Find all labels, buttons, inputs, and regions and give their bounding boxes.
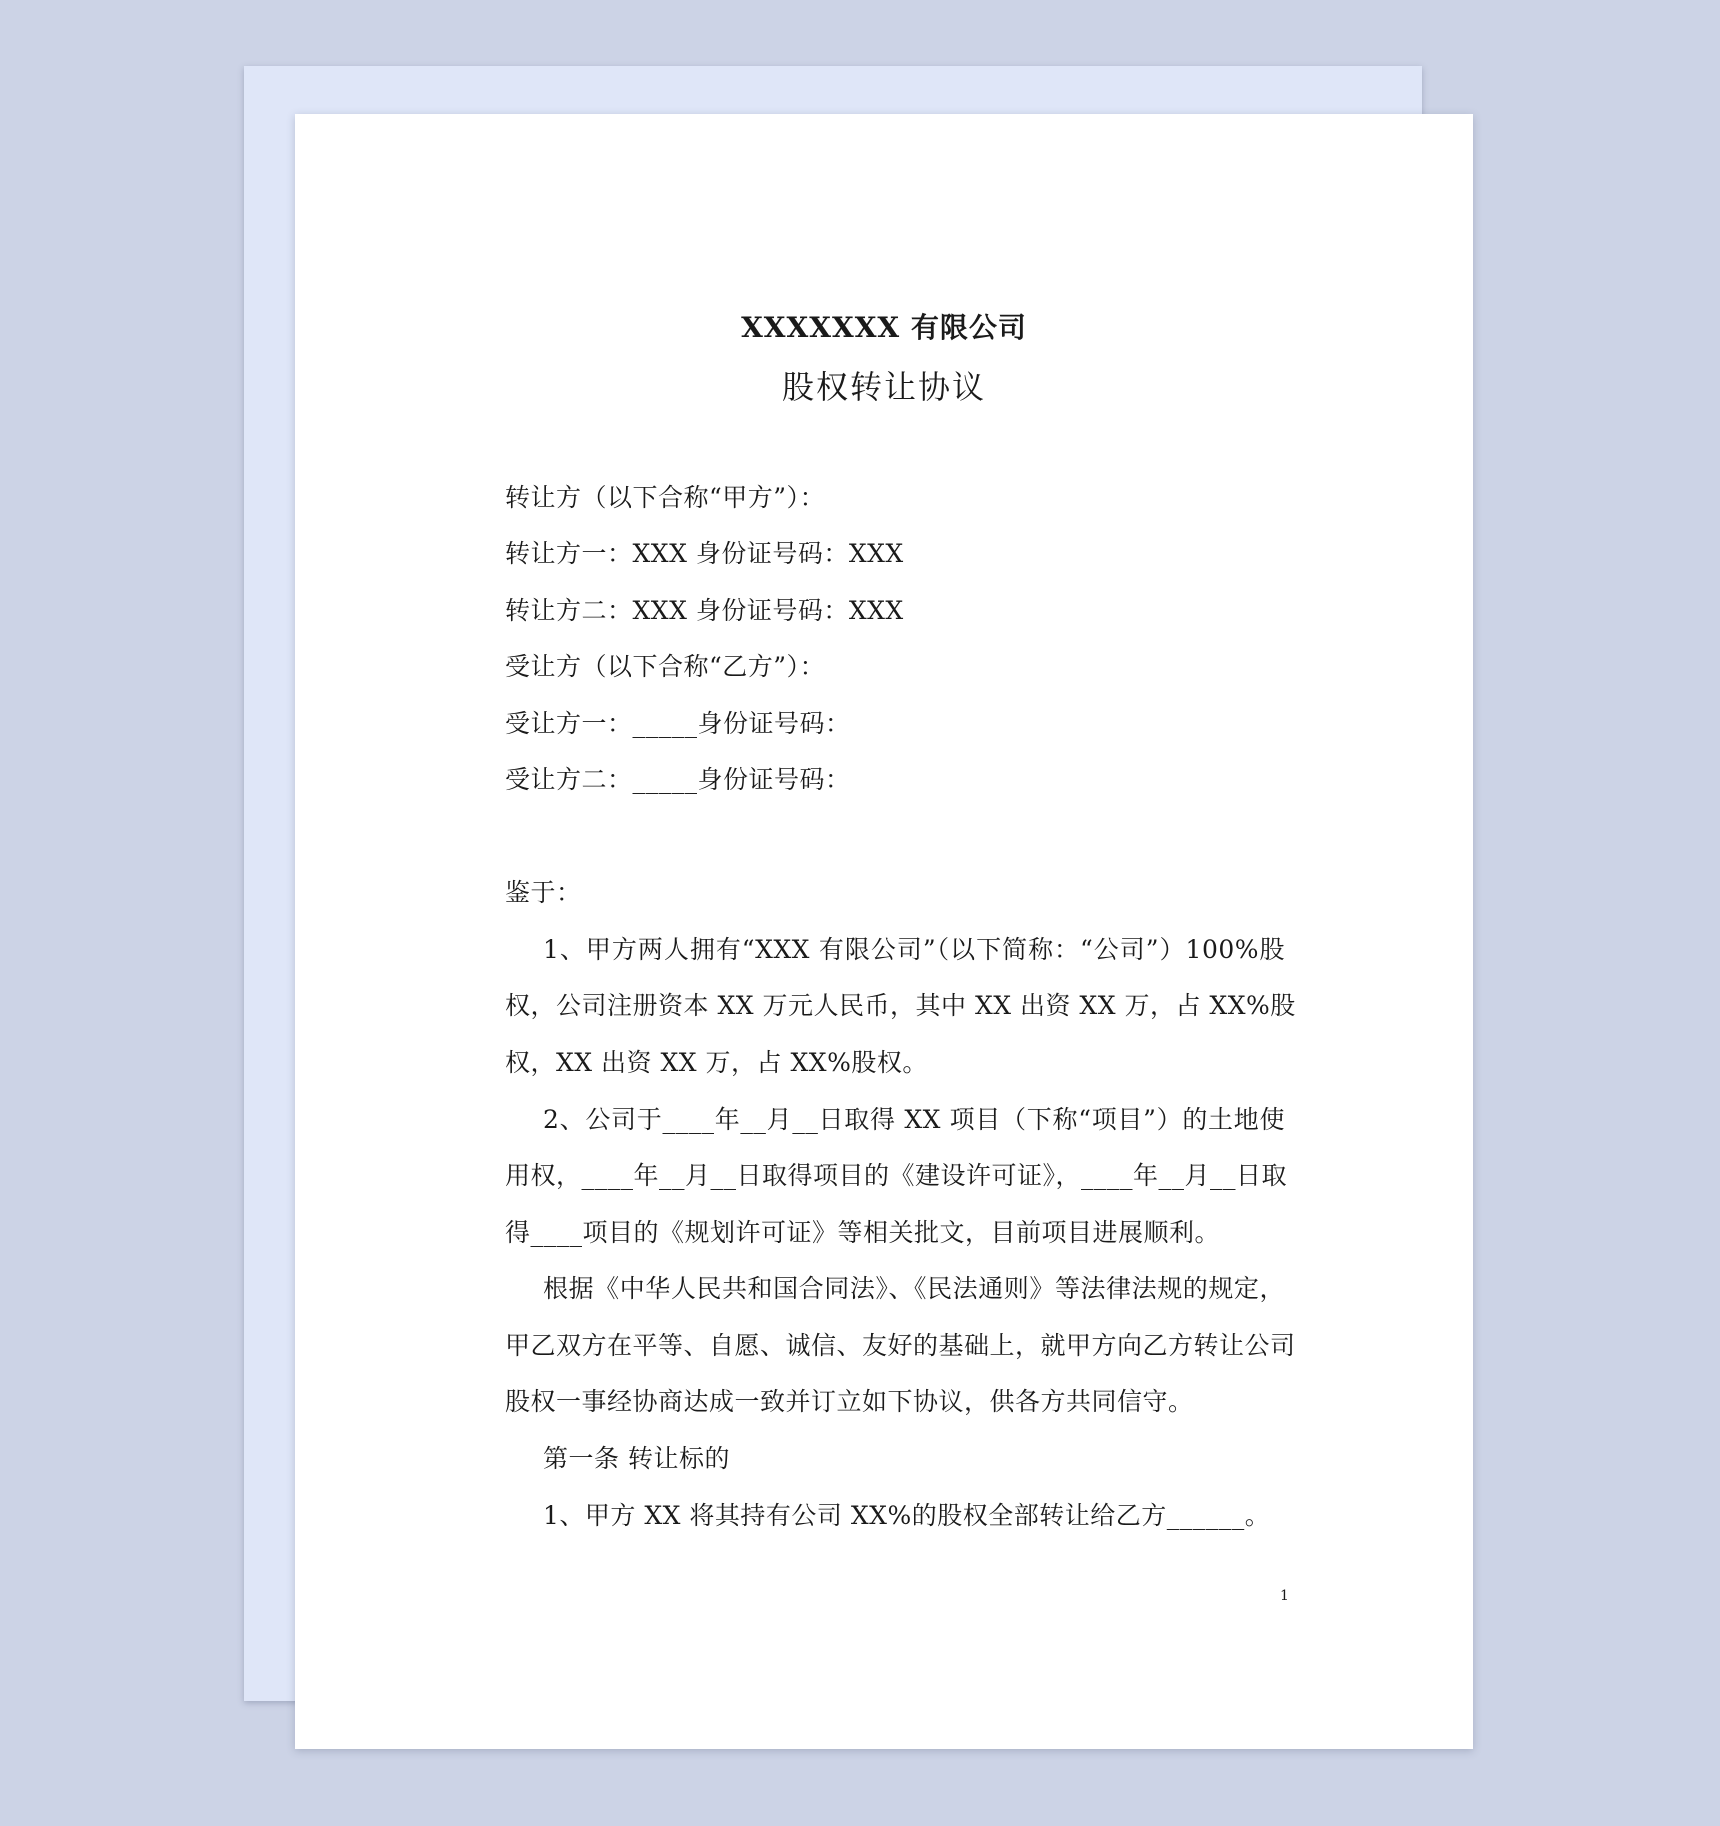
- paragraph2-line1-text: 2、公司于____年__月__日取得 XX 项目（下称“项目”）的土地使: [543, 1105, 1285, 1134]
- paragraph1-line1-text: 1、甲方两人拥有“XXX 有限公司”（以下简称：“公司”）100%股: [543, 935, 1285, 964]
- article1-heading: 第一条 转让标的: [543, 1444, 730, 1473]
- transferor-heading: 转让方（以下合称“甲方”）：: [505, 483, 826, 512]
- transferor-one: 转让方一：XXX 身份证号码：XXX: [505, 539, 904, 568]
- paragraph2-line2-text: 用权，____年__月__日取得项目的《建设许可证》，____年__月__日取: [505, 1161, 1288, 1190]
- document-title: 股权转让协议: [781, 368, 986, 406]
- paragraph3-line1-text: 根据《中华人民共和国合同法》、《民法通则》等法律法规的规定，: [543, 1274, 1285, 1303]
- transferee-two: 受让方二：_____身份证号码：: [505, 765, 851, 794]
- document-page: [295, 114, 1473, 1749]
- paragraph2-line3: 得____项目的《规划许可证》等相关批文，目前项目进展顺利。: [505, 1218, 1221, 1247]
- article1-item1: 1、甲方 XX 将其持有公司 XX%的股权全部转让给乙方______。: [543, 1501, 1271, 1530]
- paragraph3-line2-text: 甲乙双方在平等、自愿、诚信、友好的基础上，就甲方向乙方转让公司: [505, 1331, 1296, 1360]
- paragraph1-line3: 权，XX 出资 XX 万，占 XX%股权。: [505, 1048, 928, 1077]
- recital-heading: 鉴于：: [505, 878, 582, 907]
- paragraph2-line1: [543, 1102, 1285, 1138]
- paragraph1-line1: [543, 932, 1285, 968]
- paragraph1-line2: [505, 988, 1296, 1024]
- transferee-heading: 受让方（以下合称“乙方”）：: [505, 652, 826, 681]
- paragraph1-line2-text: 权，公司注册资本 XX 万元人民币，其中 XX 出资 XX 万，占 XX%股: [505, 991, 1296, 1020]
- transferor-two: 转让方二：XXX 身份证号码：XXX: [505, 596, 904, 625]
- page-number: 1: [1280, 1588, 1289, 1604]
- paragraph3-line3: 股权一事经协商达成一致并订立如下协议，供各方共同信守。: [505, 1387, 1194, 1416]
- company-title: XXXXXXX 有限公司: [741, 311, 1027, 344]
- paragraph3-line1: [543, 1271, 1285, 1307]
- paragraph3-line2: [505, 1328, 1296, 1364]
- paragraph2-line2: [505, 1158, 1288, 1194]
- transferee-one: 受让方一：_____身份证号码：: [505, 709, 851, 738]
